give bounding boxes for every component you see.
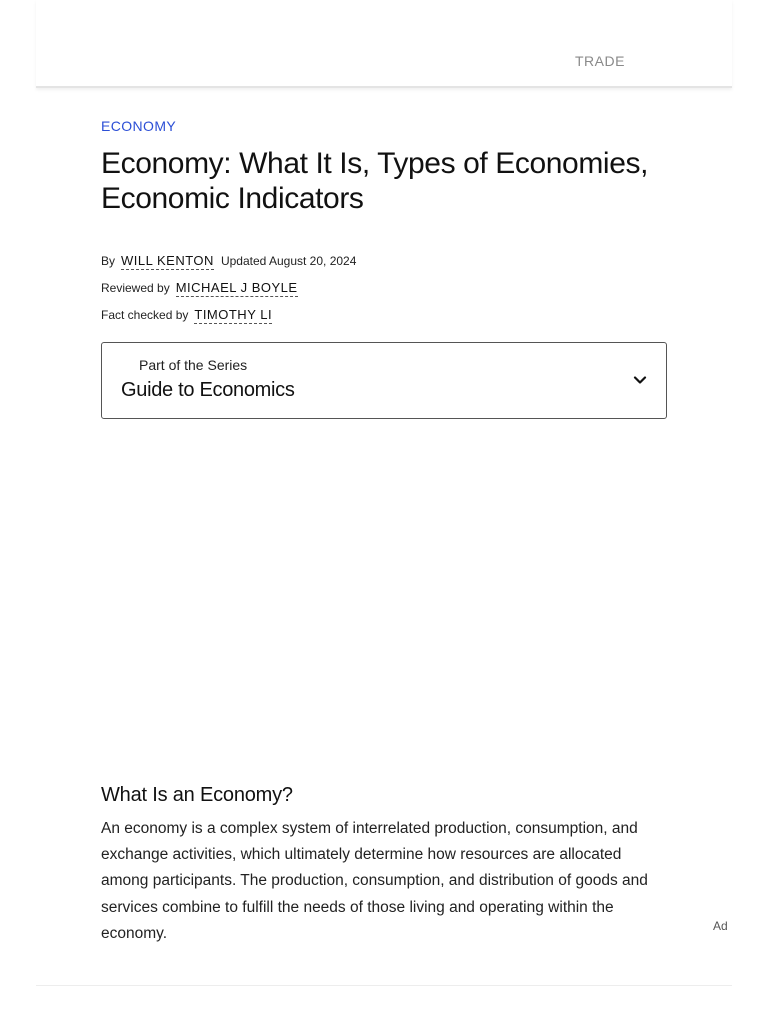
reviewed-by-label: Reviewed by [101, 281, 170, 295]
category-link[interactable]: ECONOMY [101, 118, 177, 134]
ad-label: Ad [713, 919, 728, 933]
series-title: Guide to Economics [121, 379, 295, 401]
by-label: By [101, 254, 116, 268]
reviewer-link[interactable]: MICHAEL J BOYLE [175, 280, 298, 295]
fact-checked-by-label: Fact checked by [101, 308, 189, 322]
factchecker-link[interactable]: TIMOTHY LI [194, 307, 273, 322]
divider [36, 985, 732, 986]
site-header [36, 0, 732, 88]
series-kicker: Part of the Series [139, 357, 248, 373]
byline-reviewer [101, 280, 298, 297]
section-heading: What Is an Economy? [101, 784, 293, 806]
author-link[interactable]: WILL KENTON [121, 253, 214, 268]
updated-date: Updated August 20, 2024 [220, 254, 357, 268]
byline-author [101, 253, 356, 270]
nav-link-trade[interactable]: TRADE [575, 53, 625, 69]
page-title: Economy: What It Is, Types of Economies, Economic Indicators [101, 147, 649, 215]
chevron-down-icon[interactable] [632, 372, 648, 388]
section-paragraph: An economy is a complex system of interrelated production, consumption, and exchange activities, which ultimately determine how resources are allocated among participants. The production, consumption, and distribution of goods and services combine to fulfill the needs of those living and operating within the economy. [101, 820, 648, 942]
series-dropdown[interactable] [101, 342, 667, 419]
byline-factchecker [101, 307, 272, 324]
